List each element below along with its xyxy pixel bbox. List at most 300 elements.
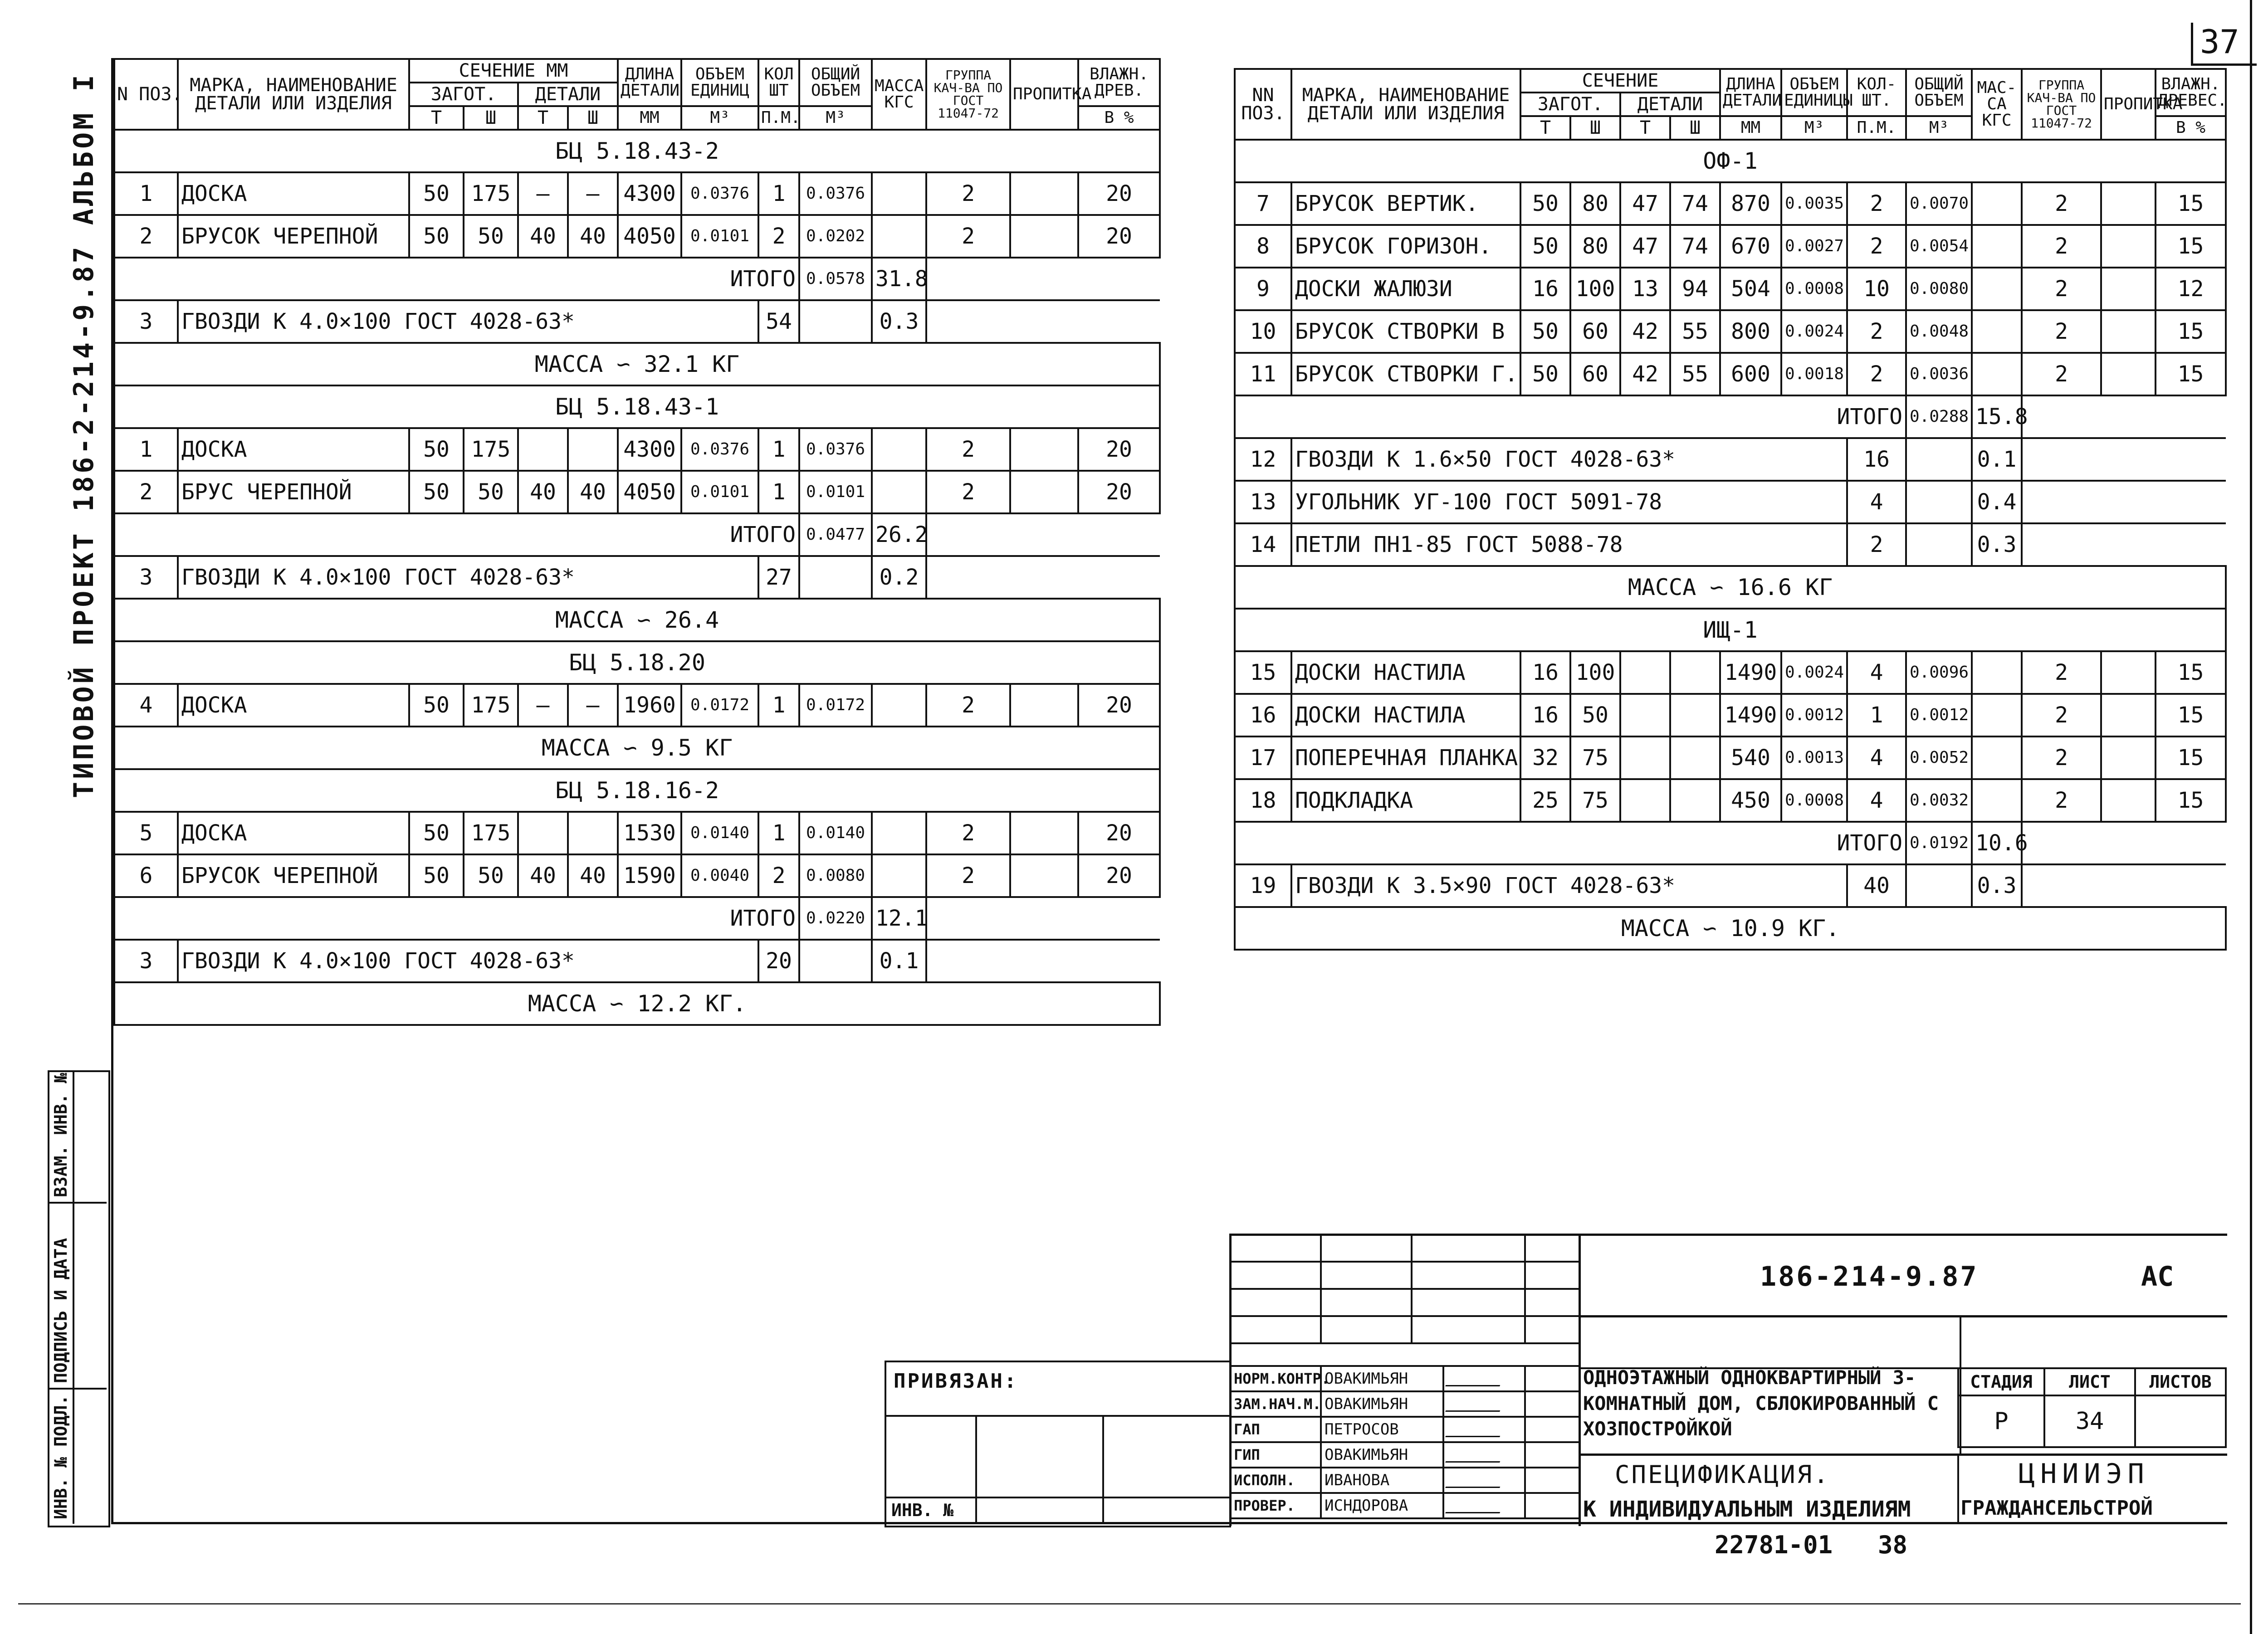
detal-t-cell [1620,651,1670,694]
total-empty [926,897,1160,940]
hdr-sh: Ш [1670,116,1720,140]
role-label: ЗАМ.НАЧ.М. [1230,1391,1321,1417]
name-cell: БРУСОК ЧЕРЕПНОЙ [178,854,409,897]
detal-sh-cell: 40 [568,471,618,513]
moist-cell: 20 [1078,172,1160,215]
qty-cell: 20 [758,940,799,982]
impreg-cell [1010,428,1078,471]
hardware-name-cell: ГВОЗДИ К 4.0×100 ГОСТ 4028-63* [178,300,758,343]
mass-cell [872,215,926,258]
mass-cell: 0.4 [1972,481,2022,523]
revision-cell [1412,1234,1525,1262]
table-row [1235,651,2226,694]
zagot-t-cell: 50 [409,428,464,471]
hardware-row [114,556,1160,599]
pos-cell: 1 [114,428,178,471]
table-row [114,428,1160,471]
mass-row [114,982,1160,1025]
signature-mark [1445,1494,1507,1513]
name-cell: БРУСОК ГОРИЗОН. [1291,225,1520,268]
role-label: НОРМ.КОНТР. [1230,1366,1321,1391]
hdr-qty-u: П.М. [1847,116,1906,140]
vol-unit-cell: 0.0024 [1781,651,1847,694]
object-title: ОДНОЭТАЖНЫЙ ОДНОКВАРТИРНЫЙ 3-КОМНАТНЫЙ ДОМ, СБЛОКИРОВАННЫЙ С ХОЗПОСТРОЙКОЙ [1583,1366,1939,1440]
detal-sh-cell: 40 [568,215,618,258]
name-cell: БРУСОК ЧЕРЕПНОЙ [178,215,409,258]
moist-cell: 15 [2156,353,2226,395]
group-cell: 2 [2022,310,2101,353]
moist-cell: 20 [1078,812,1160,854]
pos-cell: 18 [1235,779,1291,822]
hardware-row [114,300,1160,343]
hdr-vol-unit: ОБЪЕМ ЕДИНИЦЫ [1781,69,1847,116]
moist-cell: 20 [1078,428,1160,471]
hardware-row [1235,864,2226,907]
revision-cell [1525,1289,1579,1316]
hdr-group: ГРУППА КАЧ-ВА ПО ГОСТ 11047-72 [926,59,1010,130]
pos-cell: 9 [1235,268,1291,310]
qty-cell: 27 [758,556,799,599]
group-cell: 2 [926,428,1010,471]
vol-total-cell [799,300,872,343]
inv-row-divider [48,1202,107,1204]
mass-cell [872,854,926,897]
impreg-cell [2101,737,2156,779]
total-mass-cell: 10.6 [1972,822,2022,864]
role-row [1230,1468,1579,1493]
zagot-t-cell: 50 [1520,225,1570,268]
revision-cell [1230,1289,1321,1316]
role-name: ОВАКИМЬЯН [1321,1391,1443,1417]
total-vol-cell: 0.0288 [1906,395,1972,438]
impreg-cell [2101,651,2156,694]
pos-cell: 14 [1235,523,1291,566]
group-cell: 2 [2022,225,2101,268]
moist-cell: 15 [2156,310,2226,353]
zagot-sh-cell: 50 [464,215,518,258]
vol-unit-cell: 0.0027 [1781,225,1847,268]
impreg-cell [1010,172,1078,215]
qty-cell: 4 [1847,737,1906,779]
impreg-cell [2101,694,2156,737]
detal-t-cell: — [518,172,568,215]
pos-cell: 17 [1235,737,1291,779]
zagot-t-cell: 50 [409,854,464,897]
total-label: ИТОГО [114,897,799,940]
vol-total-cell: 0.0080 [1906,268,1972,310]
section-row [1235,140,2226,182]
section-row [114,130,1160,172]
vol-total-cell [1906,481,1972,523]
hdr-t: Т [1520,116,1570,140]
moist-cell: 15 [2156,225,2226,268]
name-cell: ДОСКА [178,812,409,854]
name-cell: ДОСКА [178,684,409,727]
zagot-t-cell: 50 [409,684,464,727]
zagot-sh-cell: 60 [1570,353,1620,395]
group-cell: 2 [926,215,1010,258]
hardware-empty [2022,864,2226,907]
revision-cell [1321,1234,1412,1262]
mass-cell: 0.1 [872,940,926,982]
mass-label: МАССА ∽ 12.2 КГ. [114,982,1160,1025]
qty-cell: 4 [1847,481,1906,523]
vol-total-cell: 0.0054 [1906,225,1972,268]
length-cell: 504 [1720,268,1781,310]
impreg-cell [1010,471,1078,513]
revision-cell [1321,1262,1412,1289]
length-cell: 4300 [618,172,681,215]
hardware-name-cell: УГОЛЬНИК УГ-100 ГОСТ 5091-78 [1291,481,1847,523]
org-2: ГРАЖДАНСЕЛЬСТРОЙ [1960,1497,2153,1520]
vol-total-cell: 0.0172 [799,684,872,727]
hdr-length-unit: ММ [1720,116,1781,140]
zagot-sh-cell: 75 [1570,779,1620,822]
vol-total-cell: 0.0376 [799,172,872,215]
role-name: ИВАНОВА [1321,1468,1443,1493]
signature [1443,1417,1525,1442]
role-row [1230,1442,1579,1468]
inv-strip-divider [73,1070,74,1524]
vol-unit-cell: 0.0172 [681,684,758,727]
signature [1443,1391,1525,1417]
date-cell [1525,1417,1579,1442]
hdr-qty: КОЛ-ШТ. [1847,69,1906,116]
total-row [114,897,1160,940]
table-row [114,854,1160,897]
stage-label: СТАДИЯ [1958,1368,2044,1395]
detal-sh-cell [1670,737,1720,779]
name-cell: БРУС ЧЕРЕПНОЙ [178,471,409,513]
total-mass-cell: 12.1 [872,897,926,940]
hdr-vol-unit: ОБЪЕМ ЕДИНИЦ [681,59,758,106]
mass-row [1235,907,2226,950]
length-cell: 4050 [618,215,681,258]
sheet-number: 37 [2200,23,2239,61]
signature-mark [1445,1443,1507,1463]
vol-total-cell: 0.0376 [799,428,872,471]
vol-unit-cell: 0.0012 [1781,694,1847,737]
total-row [114,513,1160,556]
sheets-value [2135,1395,2226,1447]
zagot-sh-cell: 80 [1570,182,1620,225]
total-label: ИТОГО [114,513,799,556]
detal-t-cell: 13 [1620,268,1670,310]
zagot-sh-cell: 175 [464,428,518,471]
hdr-impreg: ПРОПИТКА [1010,59,1078,130]
qty-cell: 1 [758,428,799,471]
hdr-moist-u: В % [1078,106,1160,130]
mass-cell [872,684,926,727]
hdr-zagot: ЗАГОТ. [409,83,518,106]
vol-unit-cell: 0.0008 [1781,779,1847,822]
vol-total-cell: 0.0140 [799,812,872,854]
mass-cell [1972,353,2022,395]
hardware-empty [2022,481,2226,523]
length-cell: 1960 [618,684,681,727]
hdr-length: ДЛИНА ДЕТАЛИ [1720,69,1781,116]
impreg-cell [2101,310,2156,353]
hardware-empty [2022,523,2226,566]
total-label: ИТОГО [114,258,799,300]
total-mass-cell: 26.2 [872,513,926,556]
mass-cell [872,428,926,471]
detal-sh-cell: 40 [568,854,618,897]
zagot-t-cell: 50 [1520,182,1570,225]
qty-cell: 1 [758,684,799,727]
revision-grid [1229,1234,1580,1344]
zagot-t-cell: 50 [409,215,464,258]
right-frame-line [2250,0,2252,1634]
hdr-vol-total-u: М³ [1906,116,1972,140]
mass-cell: 0.1 [1972,438,2022,481]
left-spec-table [113,58,1161,1026]
vol-unit-cell: 0.0140 [681,812,758,854]
table-row [114,684,1160,727]
vol-unit-cell: 0.0018 [1781,353,1847,395]
hdr-name: МАРКА, НАИМЕНОВАНИЕ ДЕТАЛИ ИЛИ ИЗДЕЛИЯ [1291,69,1520,140]
pos-cell: 4 [114,684,178,727]
mass-row [1235,566,2226,609]
hardware-empty [926,300,1160,343]
length-cell: 4300 [618,428,681,471]
detal-sh-cell: 55 [1670,353,1720,395]
group-cell: 2 [2022,353,2101,395]
mass-cell [872,812,926,854]
mass-label: МАССА ∽ 26.4 [114,599,1160,641]
section-row [114,641,1160,684]
detal-t-cell: 47 [1620,225,1670,268]
vol-total-cell: 0.0096 [1906,651,1972,694]
vol-total-cell [1906,523,1972,566]
hdr-vol-total-u: М³ [799,106,872,130]
role-row [1230,1391,1579,1417]
bound-divider [885,1497,1229,1498]
detal-sh-cell: 74 [1670,225,1720,268]
mass-row [114,343,1160,385]
moist-cell: 15 [2156,779,2226,822]
zagot-sh-cell: 100 [1570,268,1620,310]
mass-cell: 0.3 [872,300,926,343]
bound-label: ПРИВЯЗАН: [894,1370,1018,1393]
zagot-sh-cell: 75 [1570,737,1620,779]
hdr-sh: Ш [1570,116,1620,140]
moist-cell: 12 [2156,268,2226,310]
detal-sh-cell: — [568,172,618,215]
role-label: ГИП [1230,1442,1321,1468]
length-cell: 670 [1720,225,1781,268]
role-label: ГАП [1230,1417,1321,1442]
qty-cell: 2 [1847,310,1906,353]
doc-suffix: АС [2141,1261,2174,1293]
cut-line [18,1603,2241,1605]
hdr-section: СЕЧЕНИЕ [1520,69,1720,93]
total-vol-cell: 0.0192 [1906,822,1972,864]
doc-title-1: СПЕЦИФИКАЦИЯ. [1615,1460,1830,1489]
hardware-row [114,940,1160,982]
sheet-value: 34 [2044,1395,2135,1447]
total-row [1235,822,2226,864]
table-row [114,471,1160,513]
pos-cell: 5 [114,812,178,854]
section-row [1235,609,2226,651]
detal-sh-cell: 94 [1670,268,1720,310]
detal-t-cell [518,812,568,854]
qty-cell: 1 [758,471,799,513]
hardware-row [1235,438,2226,481]
role-name: ОВАКИМЬЯН [1321,1366,1443,1391]
table-row [114,812,1160,854]
signature [1443,1468,1525,1493]
vol-unit-cell: 0.0376 [681,172,758,215]
zagot-sh-cell: 100 [1570,651,1620,694]
detal-t-cell: 42 [1620,310,1670,353]
pos-cell: 15 [1235,651,1291,694]
right-table-body [1235,140,2226,950]
frame-bottom-line [113,1522,2227,1524]
qty-cell: 2 [1847,225,1906,268]
inv-field-replaced: ВЗАМ. ИНВ. № [51,1073,71,1197]
name-cell: БРУСОК СТВОРКИ Г. [1291,353,1520,395]
revision-cell [1525,1262,1579,1289]
section-label: БЦ 5.18.16-2 [114,769,1160,812]
total-vol-cell: 0.0477 [799,513,872,556]
archive-page: 38 [1878,1531,1908,1559]
mass-cell: 0.2 [872,556,926,599]
signature [1443,1493,1525,1518]
vol-total-cell [1906,864,1972,907]
length-cell: 4050 [618,471,681,513]
name-cell: ПОДКЛАДКА [1291,779,1520,822]
hdr-mass: МАССА КГС [872,59,926,130]
section-label: ИЩ-1 [1235,609,2226,651]
table-row [1235,225,2226,268]
signature [1443,1442,1525,1468]
total-vol-cell: 0.0578 [799,258,872,300]
hdr-t: Т [409,106,464,130]
vol-unit-cell: 0.0101 [681,471,758,513]
mass-label: МАССА ∽ 32.1 КГ [114,343,1160,385]
vol-unit-cell: 0.0376 [681,428,758,471]
length-cell: 1490 [1720,651,1781,694]
group-cell: 2 [926,172,1010,215]
total-mass-cell: 15.8 [1972,395,2022,438]
revision-cell [1412,1316,1525,1343]
pos-cell: 3 [114,300,178,343]
hardware-empty [2022,438,2226,481]
role-name: ОВАКИМЬЯН [1321,1442,1443,1468]
stage-value: Р [1958,1395,2044,1447]
zagot-t-cell: 50 [409,172,464,215]
vol-total-cell: 0.0070 [1906,182,1972,225]
vol-total-cell: 0.0052 [1906,737,1972,779]
stage-table [1957,1367,2227,1448]
mass-cell [1972,268,2022,310]
qty-cell: 4 [1847,779,1906,822]
role-row [1230,1366,1579,1391]
mass-row [114,599,1160,641]
mass-cell [1972,182,2022,225]
vol-total-cell: 0.0101 [799,471,872,513]
mass-cell [1972,310,2022,353]
section-label: ОФ-1 [1235,140,2226,182]
length-cell: 450 [1720,779,1781,822]
signature-mark [1445,1392,1507,1412]
qty-cell: 2 [758,215,799,258]
qty-cell: 1 [758,172,799,215]
revision-cell [1412,1262,1525,1289]
vol-total-cell: 0.0080 [799,854,872,897]
bound-divider-v [975,1415,977,1524]
section-row [114,769,1160,812]
right-spec-table [1234,68,2227,951]
total-empty [926,513,1160,556]
hdr-name: МАРКА, НАИМЕНОВАНИЕ ДЕТАЛИ ИЛИ ИЗДЕЛИЯ [178,59,409,130]
qty-cell: 1 [758,812,799,854]
qty-cell: 4 [1847,651,1906,694]
vol-total-cell [1906,438,1972,481]
vol-unit-cell: 0.0040 [681,854,758,897]
vol-total-cell: 0.0012 [1906,694,1972,737]
pos-cell: 3 [114,556,178,599]
total-vol-cell: 0.0220 [799,897,872,940]
zagot-sh-cell: 175 [464,812,518,854]
left-table-header [114,59,1160,130]
vol-unit-cell: 0.0035 [1781,182,1847,225]
impreg-cell [2101,225,2156,268]
signature-mark [1445,1418,1507,1437]
group-cell: 2 [2022,737,2101,779]
hdr-vol-total: ОБЩИЙ ОБЪЕМ [1906,69,1972,116]
hdr-section: СЕЧЕНИЕ ММ [409,59,618,83]
length-cell: 1590 [618,854,681,897]
pos-cell: 3 [114,940,178,982]
bound-divider [885,1415,1229,1417]
length-cell: 800 [1720,310,1781,353]
signature-mark [1445,1367,1507,1386]
doc-code: 186-214-9.87 [1760,1261,1979,1293]
sheets-label: ЛИСТОВ [2135,1368,2226,1395]
length-cell: 1490 [1720,694,1781,737]
name-cell: БРУСОК ВЕРТИК. [1291,182,1520,225]
pos-cell: 6 [114,854,178,897]
mass-label: МАССА ∽ 9.5 КГ [114,727,1160,769]
length-cell: 870 [1720,182,1781,225]
role-name: ИСНДОРОВА [1321,1493,1443,1518]
name-cell: ПОПЕРЕЧНАЯ ПЛАНКА [1291,737,1520,779]
vol-unit-cell: 0.0024 [1781,310,1847,353]
moist-cell: 15 [2156,737,2226,779]
inv-field-signature: ПОДПИСЬ И ДАТА [51,1238,71,1383]
hardware-name-cell: ГВОЗДИ К 3.5×90 ГОСТ 4028-63* [1291,864,1847,907]
zagot-sh-cell: 175 [464,172,518,215]
total-empty [926,258,1160,300]
vol-total-cell: 0.0036 [1906,353,1972,395]
length-cell: 600 [1720,353,1781,395]
hdr-group: ГРУППА КАЧ-ВА ПО ГОСТ 11047-72 [2022,69,2101,140]
pos-cell: 8 [1235,225,1291,268]
org-1: ЦНИИЭП [2019,1458,2150,1490]
qty-cell: 54 [758,300,799,343]
total-empty [2022,822,2226,864]
table-row [1235,310,2226,353]
table-row [1235,779,2226,822]
sheet-label: ЛИСТ [2044,1368,2135,1395]
total-row [114,258,1160,300]
hdr-mass: МАС-СА КГС [1972,69,2022,140]
group-cell: 2 [926,812,1010,854]
hdr-detal: ДЕТАЛИ [1620,93,1720,116]
